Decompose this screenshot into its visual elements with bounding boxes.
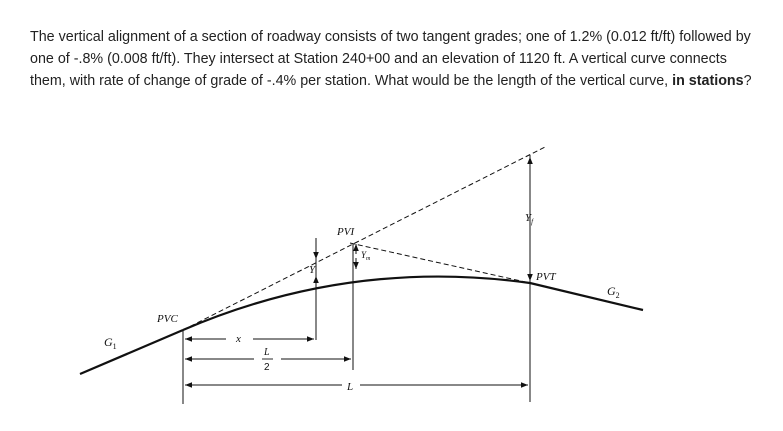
- label-y: Y: [309, 264, 316, 276]
- label-pvc: PVC: [157, 313, 178, 325]
- label-l: L: [347, 381, 354, 393]
- label-g1: $G_1$: [104, 335, 117, 351]
- tangent-g2: [530, 283, 643, 310]
- tangent-g1: [80, 330, 183, 374]
- label-yf: $Y_f$: [525, 212, 534, 226]
- label-half-l-den: 2: [264, 362, 270, 373]
- question-bold: in stations: [672, 73, 744, 89]
- question-main: The vertical alignment of a section of roadway consists of two tangent grades; one of 1.2% (0.012 ft/ft) followed by one of -.8% (0.008 ft/ft). They intersect at Station 240+00 and an elevation of 1120 ft. A vertical curve connects them, with rate of change of grade of -.4% per station. What would be the length of the vertical curve,: [30, 29, 751, 89]
- tangent-g1-extension: [183, 147, 545, 330]
- question-end: ?: [743, 73, 752, 89]
- label-g2: $G_2$: [607, 284, 620, 300]
- label-x: x: [236, 333, 241, 345]
- label-ym: $Y_m$: [361, 250, 371, 262]
- label-half-l-num: L: [264, 347, 270, 358]
- label-half-l: [262, 347, 273, 373]
- label-pvt: PVT: [536, 271, 556, 283]
- label-pvi: PVI: [337, 226, 355, 238]
